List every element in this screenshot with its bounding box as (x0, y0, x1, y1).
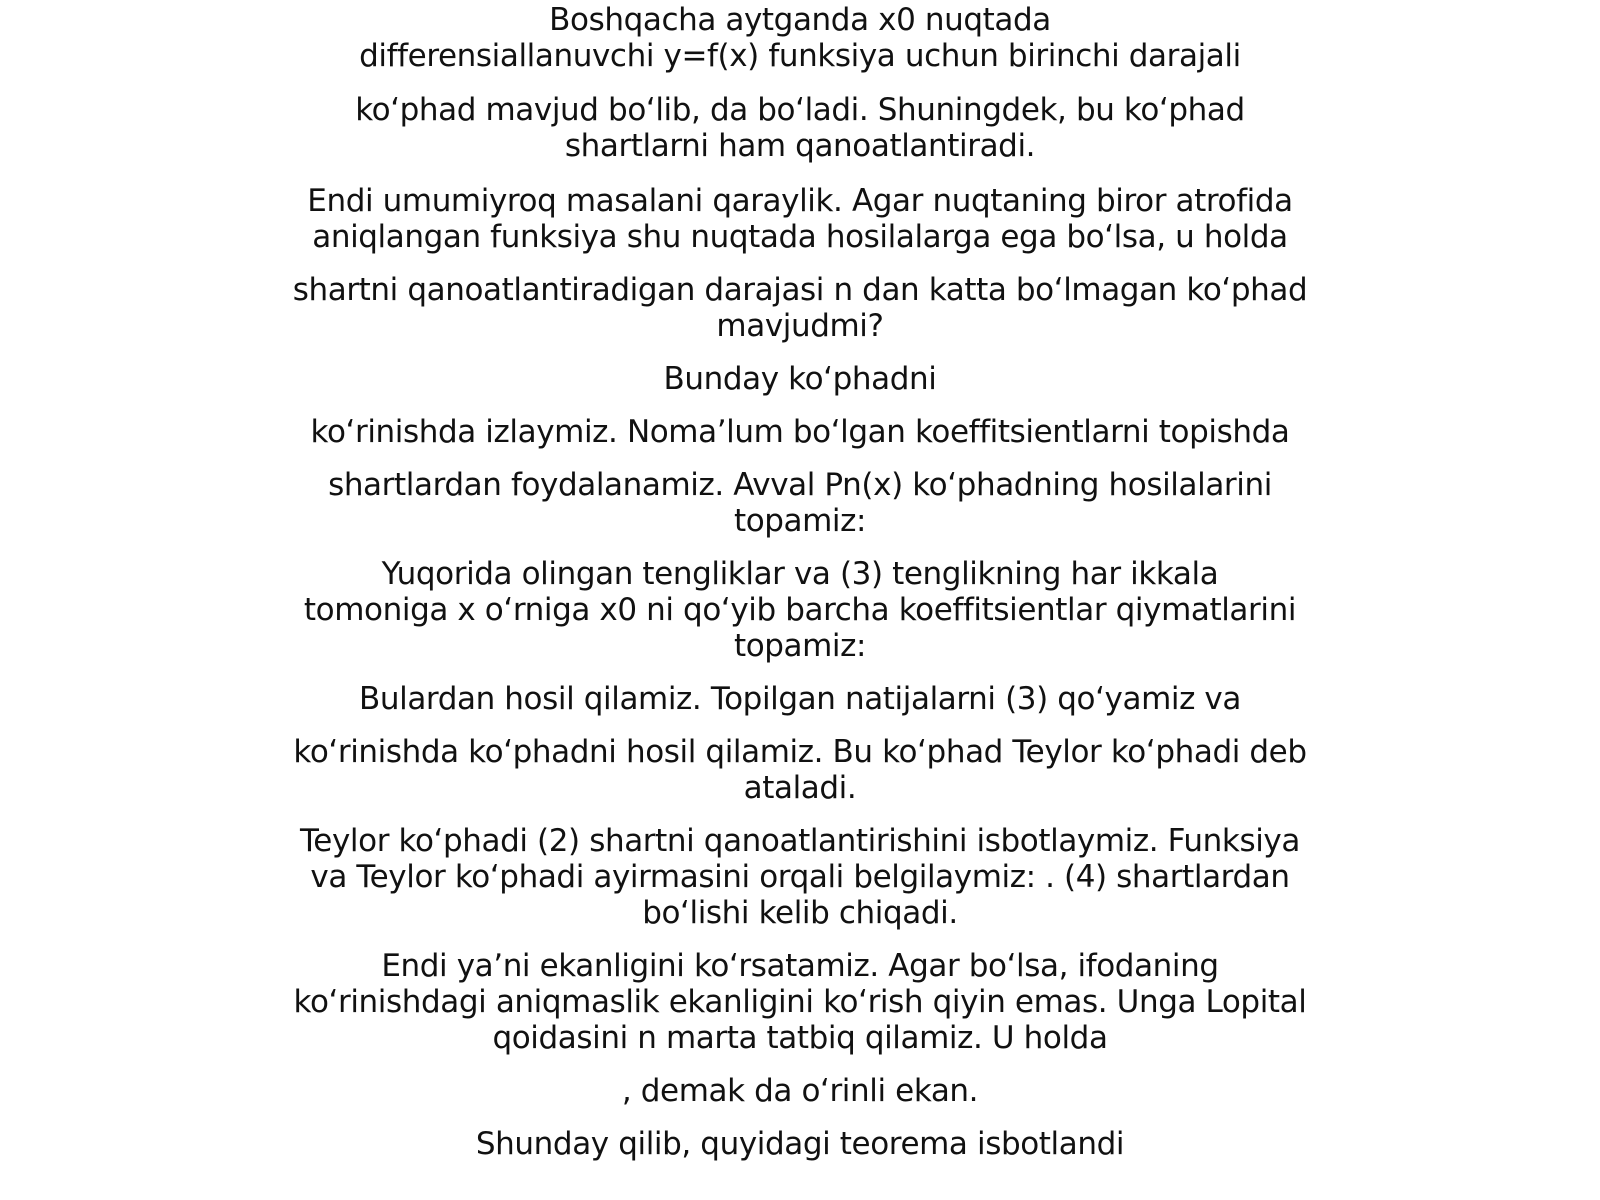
text-line: koʻrinishda izlaymiz. Nomaʼlum boʻlgan koeffitsientlarni topishda (310, 414, 1290, 450)
text-line: mavjudmi? (716, 308, 884, 344)
paragraph-13 (200, 1073, 1400, 1109)
paragraph-11 (200, 823, 1400, 931)
text-line: va Teylor koʻphadi ayirmasini orqali belgilaymiz: . (4) shartlardan (310, 859, 1290, 895)
text-line: shartlarni ham qanoatlantiradi. (564, 128, 1036, 164)
paragraph-2 (200, 92, 1400, 164)
text-line: topamiz: (733, 503, 867, 539)
text-line: Endi umumiyroq masalani qaraylik. Agar nuqtaning biror atrofida (307, 183, 1293, 219)
text-line: Teylor koʻphadi (2) shartni qanoatlantirishini isbotlaymiz. Funksiya (300, 823, 1300, 859)
paragraph-10 (200, 734, 1400, 806)
paragraph-8 (200, 556, 1400, 664)
text-line: Bunday koʻphadni (663, 361, 937, 397)
text-line: , demak da oʻrinli ekan. (621, 1073, 979, 1109)
paragraph-14 (200, 1126, 1400, 1162)
text-line: koʻphad mavjud boʻlib, da boʻladi. Shuningdek, bu koʻphad (355, 92, 1245, 128)
slide-text-body (200, 2, 1400, 1162)
paragraph-9 (200, 681, 1400, 717)
text-line: differensiallanuvchi y=f(x) funksiya uchun birinchi darajali (359, 38, 1241, 74)
text-line: ataladi. (743, 770, 857, 806)
paragraph-7 (200, 467, 1400, 539)
text-line: tomoniga x oʻrniga x0 ni qoʻyib barcha koeffitsientlar qiymatlarini (303, 592, 1297, 628)
paragraph-5 (200, 361, 1400, 397)
paragraph-12 (200, 948, 1400, 1056)
text-line: shartni qanoatlantiradigan darajasi n dan katta boʻlmagan koʻphad (292, 272, 1308, 308)
text-line: Yuqorida olingan tengliklar va (3) tenglikning har ikkala (381, 556, 1219, 592)
text-line: Shunday qilib, quyidagi teorema isbotlandi (475, 1126, 1125, 1162)
text-line: Endi yaʼni ekanligini koʻrsatamiz. Agar boʻlsa, ifodaning (381, 948, 1219, 984)
text-line: Bulardan hosil qilamiz. Topilgan natijalarni (3) qoʻyamiz va (359, 681, 1241, 717)
text-line: qoidasini n marta tatbiq qilamiz. U holda (492, 1020, 1108, 1056)
text-line: aniqlangan funksiya shu nuqtada hosilalarga ega boʻlsa, u holda (312, 219, 1288, 255)
text-line: boʻlishi kelib chiqadi. (642, 895, 958, 931)
paragraph-1 (200, 2, 1400, 74)
paragraph-4 (200, 272, 1400, 344)
text-line: shartlardan foydalanamiz. Avval Pn(x) koʻphadning hosilalarini (328, 467, 1272, 503)
text-line: koʻrinishdagi aniqmaslik ekanligini koʻrish qiyin emas. Unga Lopital (293, 984, 1307, 1020)
paragraph-3 (200, 183, 1400, 255)
paragraph-6 (200, 414, 1400, 450)
text-line: koʻrinishda koʻphadni hosil qilamiz. Bu koʻphad Teylor koʻphadi deb (293, 734, 1307, 770)
text-line: Boshqacha aytganda x0 nuqtada (549, 2, 1051, 38)
text-line: topamiz: (733, 628, 867, 664)
